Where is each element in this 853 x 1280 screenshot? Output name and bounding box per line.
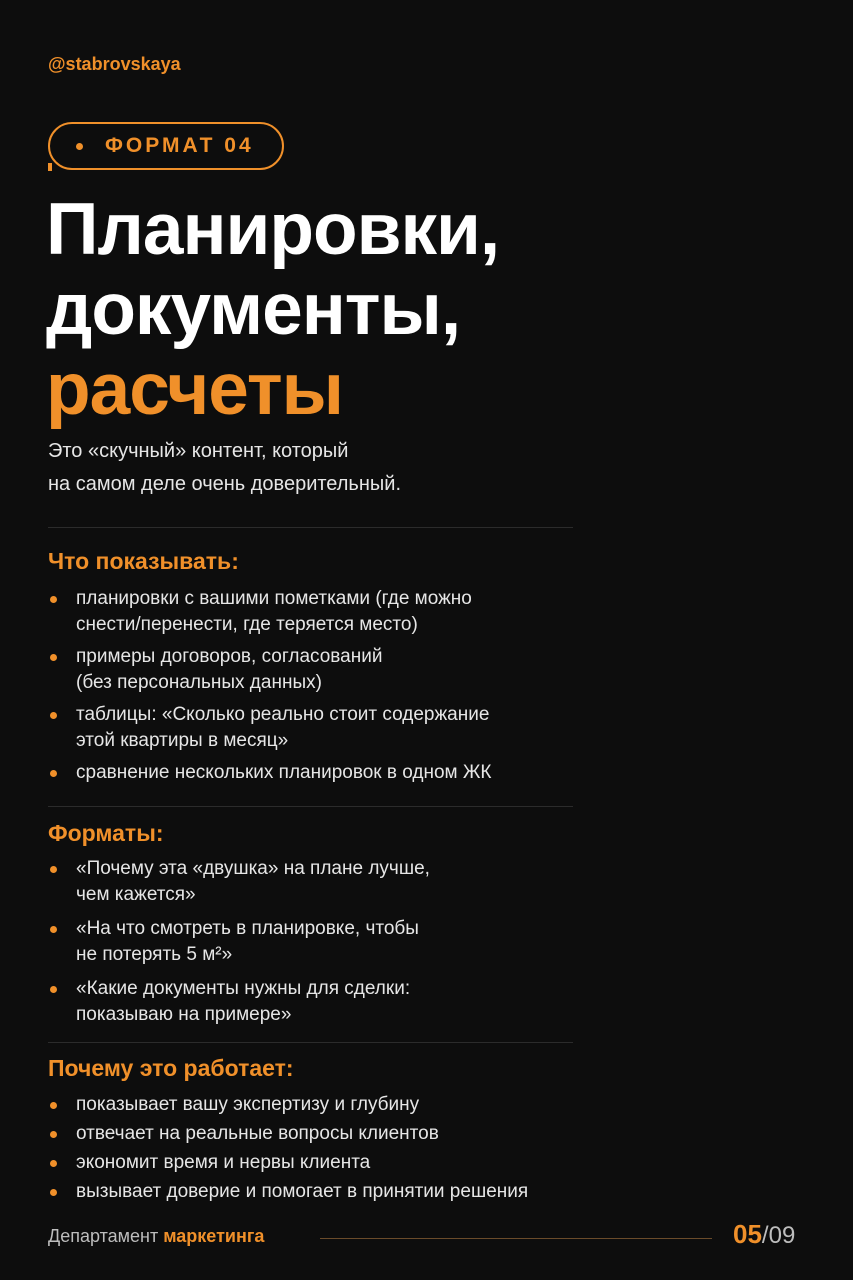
bullet-icon (50, 770, 57, 777)
author-handle: @stabrovskaya (48, 54, 181, 74)
format-badge-label: ФОРМАТ 04 (105, 134, 254, 157)
list-item-line: отвечает на реальные вопросы клиентов (76, 1123, 439, 1144)
list-item (48, 976, 648, 1028)
list-why-it-works (48, 1092, 648, 1205)
list-item-line: сравнение нескольких планировок в одном ЖК (76, 762, 492, 783)
list-what-to-show (48, 586, 648, 786)
list-item-line: (без персональных данных) (76, 672, 322, 693)
bullet-icon (50, 654, 57, 661)
list-item-line: «Какие документы нужны для сделки: (76, 978, 411, 999)
badge-tick-decoration (48, 163, 52, 171)
section-heading-formats: Форматы: (48, 820, 164, 846)
bullet-icon (50, 1189, 57, 1196)
divider (48, 1042, 573, 1043)
list-item (48, 916, 648, 968)
footer-department-accent: маркетинга (163, 1226, 265, 1246)
list-item-line: экономит время и нервы клиента (76, 1152, 371, 1173)
list-item-line: «Почему эта «двушка» на плане лучше, (76, 858, 430, 879)
bullet-icon (50, 926, 57, 933)
title-line-2: документы, (46, 269, 461, 350)
bullet-icon (50, 1102, 57, 1109)
list-item-line: планировки с вашими пометками (где можно (76, 588, 472, 609)
section-heading-why-it-works: Почему это работает: (48, 1055, 294, 1081)
list-item (48, 1150, 648, 1176)
format-badge (48, 122, 284, 170)
list-formats (48, 856, 648, 1028)
list-item-line: не потерять 5 м²» (76, 944, 233, 965)
list-item-line: вызывает доверие и помогает в принятии решения (76, 1181, 529, 1202)
page-total: /09 (761, 1222, 796, 1249)
list-item-line: показывает вашу экспертизу и глубину (76, 1094, 420, 1115)
list-item-line: этой квартиры в месяц» (76, 730, 289, 751)
divider (48, 527, 573, 528)
list-item (48, 702, 648, 754)
list-item (48, 1121, 648, 1147)
footer-department (48, 1226, 264, 1247)
list-item-line: чем кажется» (76, 884, 196, 905)
page-counter (733, 1219, 795, 1250)
list-item (48, 1092, 648, 1118)
title-line-accent: расчеты (46, 349, 344, 430)
footer-divider (320, 1238, 712, 1239)
bullet-icon (50, 986, 57, 993)
list-item-line: снести/перенести, где теряется место) (76, 614, 418, 635)
bullet-icon (50, 1160, 57, 1167)
section-heading-what-to-show: Что показывать: (48, 548, 239, 574)
intro-line-2: на самом деле очень доверительный. (48, 473, 401, 495)
bullet-icon (50, 1131, 57, 1138)
intro-line-1: Это «скучный» контент, который (48, 440, 349, 462)
title-line-1: Планировки, (46, 189, 500, 270)
footer-department-label: Департамент (48, 1226, 159, 1246)
bullet-icon (50, 712, 57, 719)
bullet-dot-icon (76, 143, 83, 150)
list-item (48, 586, 648, 638)
intro-text (48, 435, 608, 501)
bullet-icon (50, 596, 57, 603)
bullet-icon (50, 866, 57, 873)
page-title (46, 190, 499, 430)
list-item-line: «На что смотреть в планировке, чтобы (76, 918, 419, 939)
list-item-line: показываю на примере» (76, 1004, 292, 1025)
list-item (48, 1179, 648, 1205)
list-item (48, 760, 648, 786)
divider (48, 806, 573, 807)
list-item (48, 644, 648, 696)
list-item-line: примеры договоров, согласований (76, 646, 383, 667)
page-current: 05 (733, 1219, 762, 1249)
list-item (48, 856, 648, 908)
list-item-line: таблицы: «Сколько реально стоит содержание (76, 704, 490, 725)
